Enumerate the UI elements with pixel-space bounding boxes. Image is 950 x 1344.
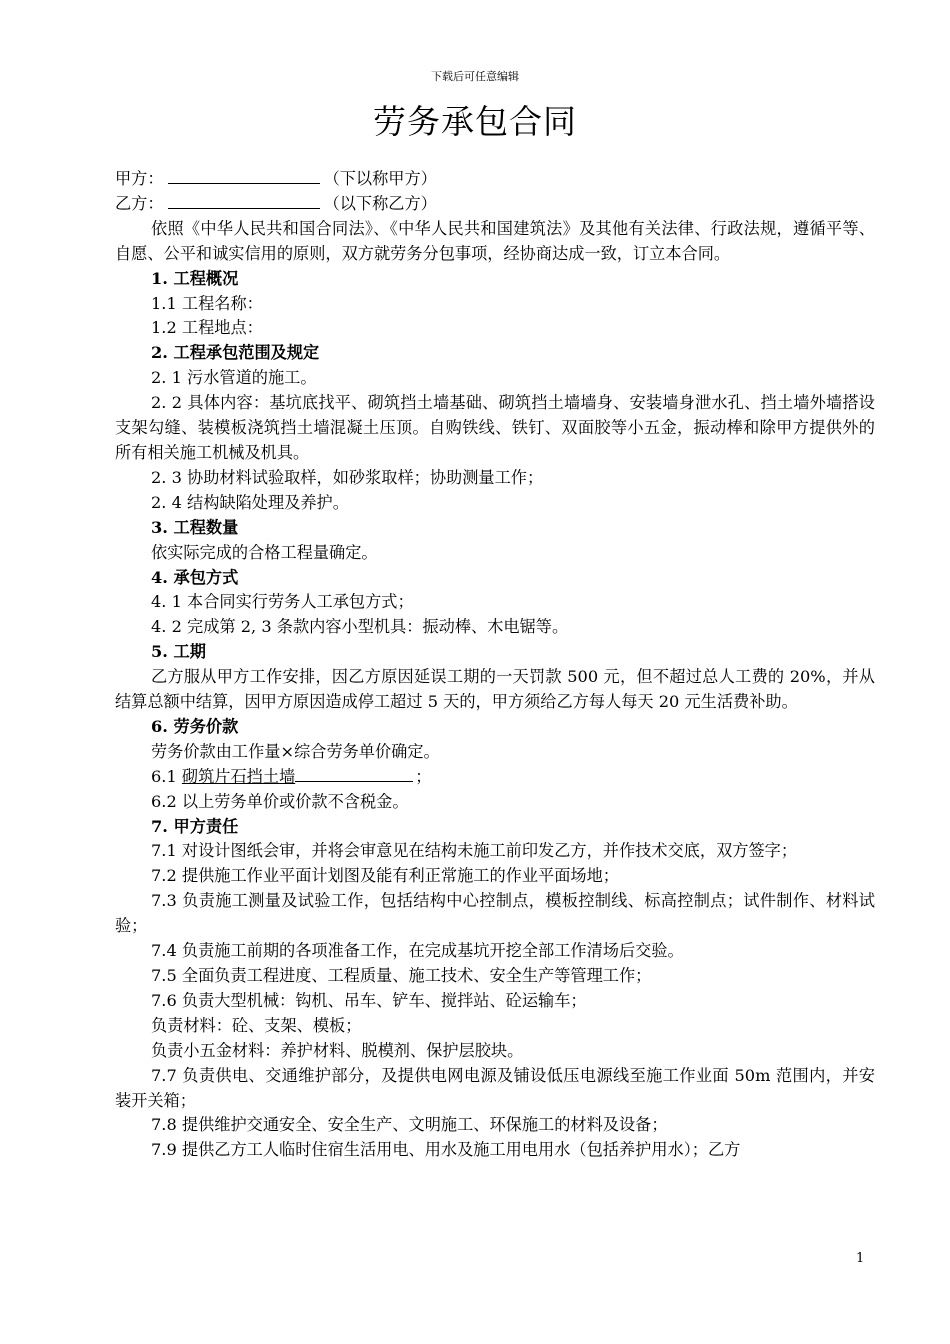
- item-2-3: 2. 3 协助材料试验取样，如砂浆取样；协助测量工作；: [151, 467, 544, 487]
- item-7-3: 7.3 负责施工测量及试验工作，包括结构中心控制点，模板控制线、标高控制点；试件制作、材料试验；: [115, 891, 875, 936]
- party-b-line: [115, 192, 875, 217]
- item-2-1: 2. 1 污水管道的施工。: [151, 368, 317, 388]
- item-7-6-materials: 负责材料：砼、支架、模板；: [151, 1015, 362, 1035]
- section-1-heading: 1. 工程概况: [151, 268, 239, 288]
- item-7-9: 7.9 提供乙方工人临时住宿生活用电、用水及施工用电用水（包括养护用水）；乙方: [151, 1140, 741, 1160]
- preamble: 依照《中华人民共和国合同法》、《中华人民共和国建筑法》及其他有关法律、行政法规，遵循平等、自愿、公平和诚实信用的原则，双方就劳务分包事项，经协商达成一致，订立本合同。: [115, 218, 875, 263]
- item-1-2: 1.2 工程地点：: [151, 318, 263, 338]
- item-6-1-number: 6.1: [151, 766, 182, 786]
- section-3-text: 依实际完成的合格工程量确定。: [151, 542, 378, 562]
- item-7-1: 7.1 对设计图纸会审，并将会审意见在结构未施工前印发乙方，并作技术交底，双方签字；: [151, 841, 798, 861]
- item-7-5: 7.5 全面负责工程进度、工程质量、施工技术、安全生产等管理工作；: [151, 966, 652, 985]
- section-6-text: 劳务价款由工作量×综合劳务单价确定。: [151, 741, 440, 761]
- party-b-label: 乙方：: [115, 193, 164, 213]
- header-note: 下载后可任意编辑: [431, 70, 519, 83]
- party-a-suffix: （下以称甲方）: [323, 169, 437, 188]
- section-2-heading: 2. 工程承包范围及规定: [151, 343, 320, 363]
- party-b-blank: [168, 194, 320, 209]
- section-7-heading: 7. 甲方责任: [151, 816, 239, 836]
- section-6-heading: 6. 劳务价款: [151, 716, 239, 736]
- contract-title: 劳务承包合同: [373, 102, 577, 141]
- item-7-7: 7.7 负责供电、交通维护部分，及提供电网电源及铺设低压电源线至施工作业面 50m 范围内，并安装开关箱；: [115, 1065, 875, 1110]
- item-7-8: 7.8 提供维护交通安全、安全生产、文明施工、环保施工的材料及设备；: [151, 1115, 668, 1135]
- item-1-1: 1.1 工程名称：: [151, 293, 263, 313]
- section-5-heading: 5. 工期: [151, 642, 206, 662]
- item-4-2: 4. 2 完成第 2, 3 条款内容小型机具：振动棒、木电锯等。: [151, 617, 569, 637]
- item-6-1-end: ；: [415, 766, 432, 786]
- item-6-1: [115, 765, 875, 790]
- item-6-2: 6.2 以上劳务单价或价款不含税金。: [151, 791, 409, 811]
- section-4-heading: 4. 承包方式: [151, 567, 239, 587]
- section-3-heading: 3. 工程数量: [151, 517, 239, 537]
- item-7-6: 7.6 负责大型机械：钩机、吊车、铲车、搅拌站、砼运输车；: [151, 990, 587, 1010]
- contract-body: [115, 167, 875, 1163]
- item-6-1-blank: [295, 767, 413, 782]
- party-a-blank: [168, 169, 320, 184]
- page-number: 1: [856, 1251, 865, 1266]
- item-4-1: 4. 1 本合同实行劳务人工承包方式；: [151, 592, 414, 612]
- item-7-6-hardware: 负责小五金材料：养护材料、脱模剂、保护层胶块。: [151, 1040, 524, 1060]
- item-6-1-work-item: 砌筑片石挡土墙: [181, 766, 296, 786]
- item-7-4: 7.4 负责施工前期的各项准备工作，在完成基坑开挖全部工作清场后交验。: [151, 941, 684, 961]
- item-7-2: 7.2 提供施工作业平面计划图及能有利正常施工的作业平面场地；: [151, 866, 619, 886]
- party-a-label: 甲方：: [115, 169, 164, 188]
- party-b-suffix: （以下称乙方）: [323, 193, 437, 213]
- item-2-4: 2. 4 结构缺陷处理及养护。: [151, 492, 349, 512]
- party-a-line: [115, 167, 875, 192]
- section-5-text: 乙方服从甲方工作安排，因乙方原因延误工期的一天罚款 500 元，但不超过总人工费的 20%，并从结算总额中结算，因甲方原因造成停工超过 5 天的，甲方须给乙方每人每天 20 元生活费补助。: [115, 667, 875, 712]
- item-2-2: 2. 2 具体内容：基坑底找平、砌筑挡土墙基础、砌筑挡土墙墙身、安装墙身泄水孔、挡土墙外墙搭设支架勾缝、装模板浇筑挡土墙混凝土压顶。自购铁线、铁钉、双面胶等小五金，振动棒和除甲方提供外的所有相关施工机械及机具。: [115, 393, 875, 462]
